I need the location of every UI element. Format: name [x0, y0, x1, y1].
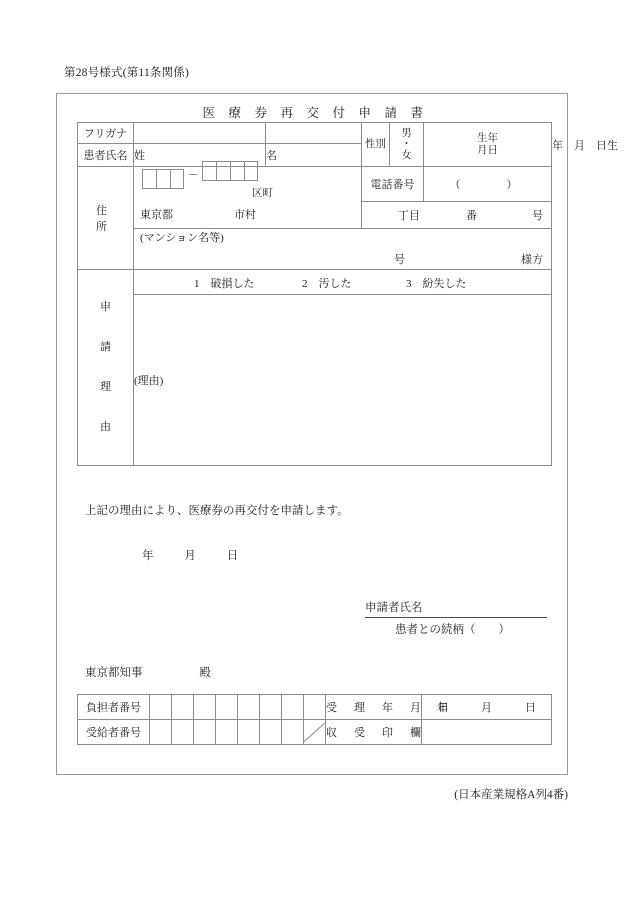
- recipient-check-digit[interactable]: [304, 720, 326, 745]
- postal-code-right-group[interactable]: [202, 161, 258, 181]
- telephone-input[interactable]: （ ）: [424, 167, 552, 202]
- furigana-row: フリガナ 性別 男 ・ 女 生年 月日 年 月 日生: [78, 123, 552, 144]
- reason-option-2[interactable]: 2 汚した: [302, 277, 352, 290]
- document-title: 医 療 券 再 交 付 申 請 書: [202, 106, 424, 120]
- reason-free-label: (理由): [134, 374, 164, 387]
- recipient-digit[interactable]: [172, 720, 194, 745]
- birthdate-label: [424, 123, 552, 167]
- form-number: 第28号様式(第11条関係): [64, 67, 190, 79]
- reason-label-char-1: 申: [100, 301, 111, 313]
- mansion-row: [78, 228, 552, 269]
- furigana-label: フリガナ: [78, 123, 134, 144]
- prefecture-label: 東京都: [140, 209, 173, 221]
- postal-code-left-group[interactable]: [142, 169, 184, 189]
- city-village-label: 市村: [234, 209, 256, 221]
- recipient-number-label: 受給者番号: [78, 720, 150, 745]
- room-and-careof[interactable]: [134, 249, 551, 269]
- postal-code-boxes[interactable]: [142, 167, 258, 189]
- payer-digit[interactable]: [194, 695, 216, 720]
- application-date[interactable]: [142, 547, 266, 563]
- form-sheet: [56, 93, 618, 775]
- payer-digit[interactable]: [150, 695, 172, 720]
- birthdate-label-line1: 生年: [477, 133, 498, 145]
- furigana-givenname-input[interactable]: [266, 123, 362, 144]
- date-day-label: 日: [226, 550, 239, 562]
- postal-digit[interactable]: [230, 161, 244, 181]
- receipt-stamp-area[interactable]: [422, 720, 552, 745]
- room-number-label: 号: [394, 253, 405, 266]
- gender-male[interactable]: 男: [401, 127, 412, 139]
- reason-free-text[interactable]: [134, 294, 552, 465]
- addressee-line: [85, 664, 211, 680]
- mansion-label: (マンション名等): [140, 231, 224, 244]
- postal-digit[interactable]: [202, 161, 216, 181]
- postal-code-dash: －: [187, 169, 199, 181]
- address-input[interactable]: [134, 201, 362, 228]
- recipient-digit[interactable]: [238, 720, 260, 745]
- givenname-field[interactable]: [266, 144, 362, 167]
- birthdate-label-line2: 月日: [477, 144, 498, 156]
- surname-label: 姓: [134, 150, 145, 162]
- gender-options[interactable]: [390, 123, 424, 167]
- payer-digit[interactable]: [216, 695, 238, 720]
- payer-digit[interactable]: [304, 695, 326, 720]
- reason-free-row: [78, 294, 552, 465]
- address-line-row: [78, 201, 552, 228]
- date-month-label: 月: [184, 550, 196, 562]
- postal-digit[interactable]: [244, 161, 258, 181]
- chome-label: 丁目: [398, 209, 420, 222]
- reason-vertical-label: [78, 269, 134, 465]
- receipt-date-label: 受 理 年 月 日: [326, 695, 422, 720]
- reason-label-char-4: 由: [100, 421, 111, 433]
- addressee-honorific: 殿: [199, 667, 211, 679]
- reason-option-1[interactable]: 1 破損した: [194, 277, 255, 290]
- receipt-date-value[interactable]: 年 月 日: [422, 695, 552, 720]
- recipient-digit[interactable]: [216, 720, 238, 745]
- recipient-digit[interactable]: [260, 720, 282, 745]
- reason-label-char-2: 請: [100, 341, 111, 353]
- payer-digit[interactable]: [172, 695, 194, 720]
- postal-digit[interactable]: [170, 169, 184, 189]
- care-of-label: 様方: [521, 253, 543, 266]
- furigana-surname-input[interactable]: [134, 123, 266, 144]
- addressee-name: 東京都知事: [85, 667, 143, 679]
- applicant-signature-field[interactable]: 申請者氏名: [365, 599, 547, 618]
- ward-town-label: 区町: [252, 188, 273, 199]
- reason-options-row: [78, 269, 552, 294]
- payer-number-label: 負担者番号: [78, 695, 150, 720]
- recipient-digit[interactable]: [194, 720, 216, 745]
- ban-label: 番: [466, 209, 477, 222]
- postal-code-field[interactable]: [134, 167, 362, 202]
- payer-digit[interactable]: [238, 695, 260, 720]
- gender-label-text: 性別: [365, 138, 386, 150]
- address-zip-row: [78, 167, 552, 202]
- relationship-field[interactable]: 患者との続柄（ ）: [395, 624, 510, 636]
- reason-label-char-3: 理: [100, 381, 111, 393]
- payer-number-row: [78, 695, 552, 720]
- chome-ban-go-field[interactable]: [362, 201, 552, 228]
- recipient-digit[interactable]: [282, 720, 304, 745]
- receipt-stamp-label: 収 受 印 欄: [326, 720, 422, 745]
- mansion-field[interactable]: [134, 228, 552, 269]
- postal-digit[interactable]: [216, 161, 230, 181]
- applicant-table: [77, 122, 618, 466]
- postal-digit[interactable]: [156, 169, 170, 189]
- patient-name-label: 患者氏名: [78, 144, 134, 167]
- telephone-label: 電話番号: [362, 167, 424, 202]
- gender-female[interactable]: 女: [401, 150, 412, 161]
- go-label: 号: [532, 209, 543, 222]
- recipient-number-row: [78, 720, 552, 745]
- postal-digit[interactable]: [142, 169, 156, 189]
- payer-digit[interactable]: [282, 695, 304, 720]
- gender-separator: ・: [401, 138, 412, 150]
- reason-options[interactable]: [134, 269, 552, 294]
- date-year-label: 年: [142, 550, 154, 562]
- payer-digit[interactable]: [260, 695, 282, 720]
- recipient-digit[interactable]: [150, 720, 172, 745]
- address-label: 住 所: [78, 167, 134, 270]
- reason-option-3[interactable]: 3 紛失した: [406, 277, 467, 290]
- gender-label: [362, 123, 390, 167]
- office-use-table: [77, 694, 552, 745]
- paper-size-note: (日本産業規格A列4番): [454, 789, 568, 801]
- givenname-label: 名: [266, 150, 277, 162]
- statement-text: 上記の理由により、医療券の再交付を申請します。: [85, 505, 349, 517]
